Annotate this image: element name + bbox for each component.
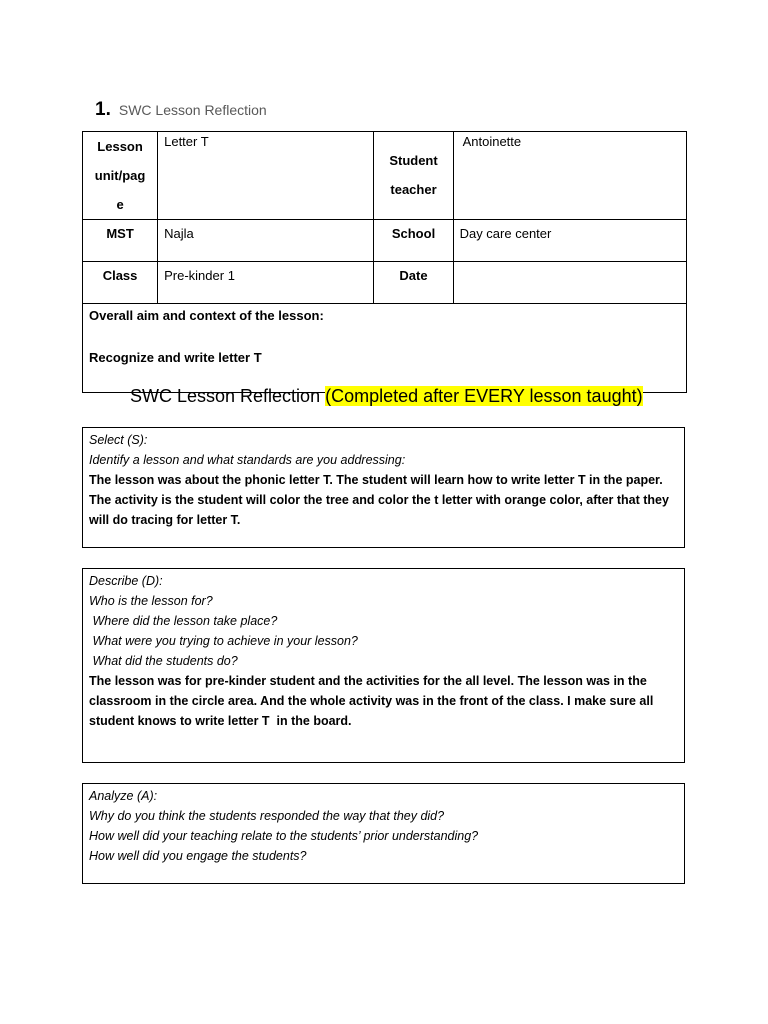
analyze-prompt: How well did your teaching relate to the students’ prior understanding?	[89, 829, 479, 843]
describe-prompt: What were you trying to achieve in your lesson?	[89, 634, 358, 648]
describe-prompt: Who is the lesson for?	[89, 594, 213, 608]
analyze-prompt: How well did you engage the students?	[89, 849, 307, 863]
aim-label: Overall aim and context of the lesson:	[89, 308, 324, 323]
analyze-prompt: Analyze (A):	[89, 789, 158, 803]
mst-value: Najla	[164, 226, 194, 241]
section-number: 1.	[95, 99, 111, 120]
analyze-prompt: Why do you think the students responded the way that they did?	[89, 809, 445, 823]
date-value	[454, 262, 686, 266]
aim-value: Recognize and write letter T	[89, 350, 262, 365]
school-label: School	[391, 226, 436, 241]
select-answer: The lesson was about the phonic letter T. The student will learn how to write letter T in the paper. The activity is the student will color the tree and color the t letter with orange color, after that they will do tracing for letter T.	[89, 473, 669, 527]
lesson-label-line: unit/pag	[94, 168, 146, 183]
reflection-subtitle	[130, 386, 643, 407]
class-value: Pre-kinder 1	[164, 268, 235, 283]
describe-prompt: Where did the lesson take place?	[89, 614, 278, 628]
aim-cell	[83, 304, 687, 393]
describe-answer: The lesson was for pre-kinder student and the activities for the all level. The lesson was in the classroom in the circle area. And the whole activity was in the front of the class. I make sure all student knows to write letter T in the board.	[89, 674, 657, 728]
analyze-box	[82, 783, 685, 884]
section-heading	[95, 99, 267, 121]
student-teacher-label-line: Student	[389, 152, 438, 168]
table-row	[83, 220, 687, 262]
student-teacher-label-line: teacher	[390, 181, 437, 197]
student-teacher-value-cell	[453, 132, 686, 220]
student-teacher-label-cell	[374, 132, 453, 220]
class-label: Class	[102, 268, 138, 283]
lesson-info-table	[82, 131, 687, 393]
subtitle-text: SWC Lesson Reflection	[130, 386, 326, 406]
mst-label: MST	[106, 226, 134, 241]
lesson-value: Letter T	[164, 134, 209, 149]
describe-box	[82, 568, 685, 763]
school-value: Day care center	[459, 226, 552, 241]
table-row	[83, 262, 687, 304]
lesson-label-cell	[83, 132, 158, 220]
table-row	[83, 304, 687, 393]
select-box	[82, 427, 685, 548]
describe-prompt: Describe (D):	[89, 574, 163, 588]
select-prompt: Select (S):	[89, 433, 148, 447]
describe-prompt: What did the students do?	[89, 654, 238, 668]
table-row	[83, 132, 687, 220]
lesson-label-line: e	[116, 197, 124, 212]
student-teacher-value: Antoinette	[462, 134, 522, 149]
lesson-value-cell	[158, 132, 374, 220]
select-prompt: Identify a lesson and what standards are you addressing:	[89, 453, 406, 467]
section-title: SWC Lesson Reflection	[118, 102, 267, 118]
lesson-label-line: Lesson	[97, 139, 143, 154]
date-label: Date	[399, 268, 428, 283]
subtitle-highlight: (Completed after EVERY lesson taught)	[325, 386, 643, 406]
